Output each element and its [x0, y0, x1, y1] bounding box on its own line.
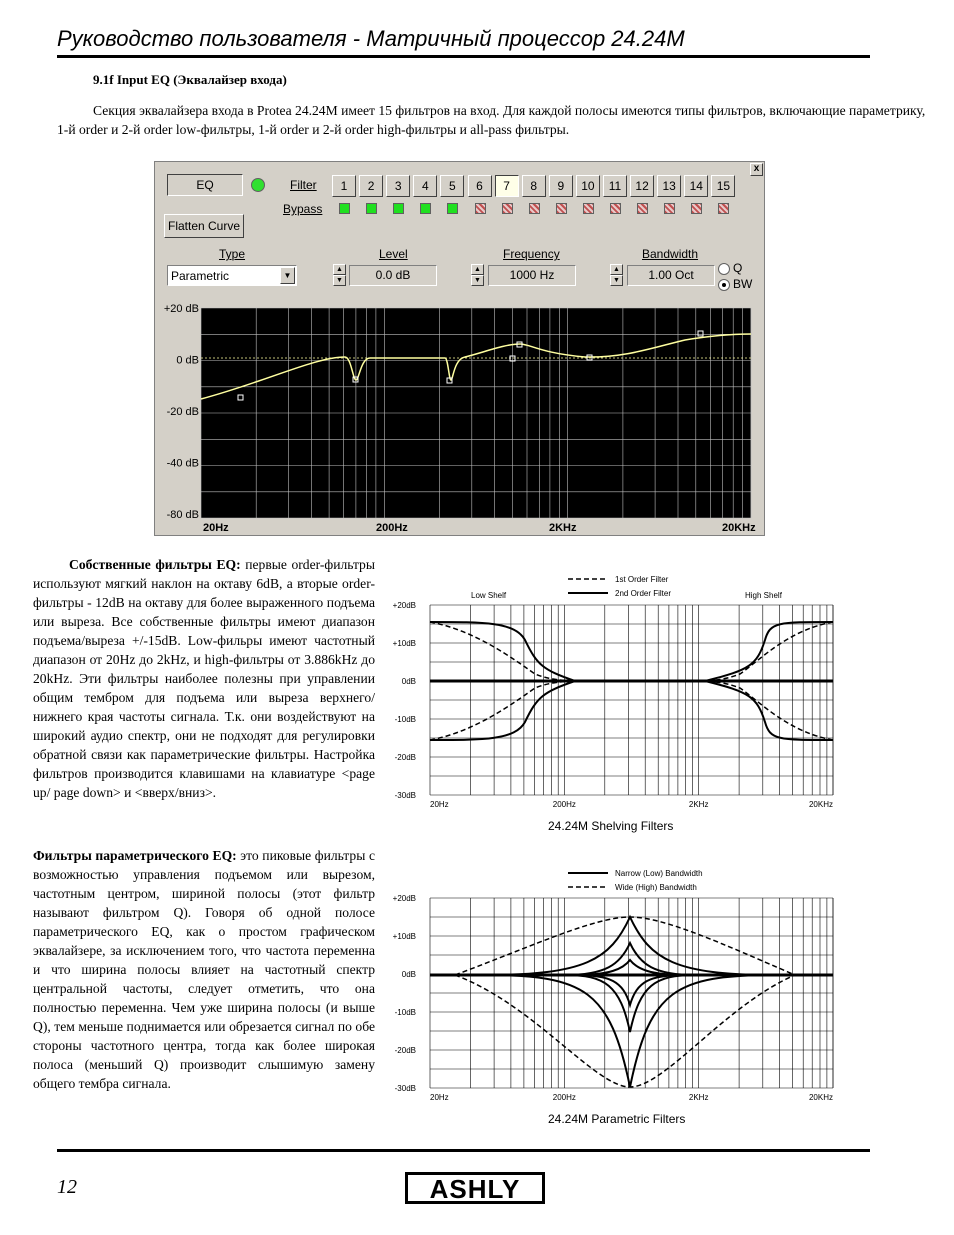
y-tick: 0dB: [401, 970, 416, 979]
filter-button-15[interactable]: 15: [711, 175, 735, 197]
flatten-curve-button[interactable]: Flatten Curve: [164, 214, 244, 238]
eq-x-tick: 2KHz: [549, 522, 577, 534]
own-filters-title: Собственные фильтры EQ:: [69, 557, 241, 572]
bandwidth-spinner[interactable]: [610, 264, 623, 288]
y-tick: -30dB: [394, 1084, 416, 1093]
filter-button-6[interactable]: 6: [468, 175, 492, 197]
high-shelf-label: High Shelf: [745, 591, 782, 600]
bypass-led-6[interactable]: [475, 203, 486, 214]
bypass-led-15[interactable]: [718, 203, 729, 214]
low-shelf-label: Low Shelf: [471, 591, 507, 600]
eq-x-tick: 200Hz: [376, 522, 408, 534]
type-value: Parametric: [171, 269, 230, 283]
filter-button-12[interactable]: 12: [630, 175, 654, 197]
x-tick: 20KHz: [808, 800, 833, 809]
frequency-label: Frequency: [503, 247, 560, 261]
type-label: Type: [219, 247, 246, 261]
parametric-body: это пиковые фильтры с возможностью управления подъемом или вырезом, частотным центром, шириной полосы (этот фильтр называют фильтром Q). Говоря об одной полосе параметрического EQ, как о простом графическом эквалайзере, за исключением того, что частота переменна и что ширина полосы влияет на частотный спектр центральной частоты, следует отметить, что она полностью переменна. Чем уже ширина полосы (и выше Q), тем меньше поднимается или обрезается сигнал по обе стороны частотного центра, тогда как более широкая полоса (меньший Q) производит слышимую замену общего тембра сигнала.: [33, 848, 375, 1091]
bypass-led-10[interactable]: [583, 203, 594, 214]
filter-button-1[interactable]: 1: [332, 175, 356, 197]
frequency-spinner[interactable]: [471, 264, 484, 288]
x-tick: 20KHz: [808, 1093, 833, 1102]
level-spinner[interactable]: [333, 264, 346, 288]
filter-button-4[interactable]: 4: [413, 175, 437, 197]
x-tick: 2KHz: [688, 1093, 709, 1102]
type-select[interactable]: [167, 265, 297, 286]
bypass-led-11[interactable]: [610, 203, 621, 214]
bandwidth-down-icon[interactable]: ▼: [610, 275, 623, 286]
level-up-icon[interactable]: ▲: [333, 264, 346, 275]
eq-y-tick: +20 dB: [163, 303, 199, 315]
own-filters-paragraph: [33, 555, 375, 802]
filter-button-3[interactable]: 3: [386, 175, 410, 197]
parametric-legend-wide: Wide (High) Bandwidth: [615, 883, 697, 892]
eq-y-tick: 0 dB: [176, 354, 199, 367]
eq-x-tick: 20KHz: [722, 522, 756, 534]
parametric-paragraph: [33, 846, 375, 1093]
eq-x-tick: 20Hz: [203, 522, 229, 534]
footer-rule: [57, 1149, 870, 1152]
bw-radio-label: BW: [733, 277, 753, 291]
page-header: Руководство пользователя - Матричный процессор 24.24M: [57, 26, 685, 51]
level-down-icon[interactable]: ▼: [333, 275, 346, 286]
y-tick: -10dB: [394, 1008, 416, 1017]
shelving-legend-2nd: 2nd Order Filter: [615, 589, 672, 598]
frequency-input[interactable]: 1000 Hz: [488, 265, 576, 286]
eq-status-led: [251, 178, 265, 192]
frequency-down-icon[interactable]: ▼: [471, 275, 484, 286]
parametric-legend-narrow: Narrow (Low) Bandwidth: [615, 869, 703, 878]
type-dropdown-icon[interactable]: ▼: [280, 267, 295, 284]
filter-button-9[interactable]: 9: [549, 175, 573, 197]
y-tick: +20dB: [392, 894, 416, 903]
x-tick: 200Hz: [552, 1093, 576, 1102]
y-tick: 0dB: [401, 677, 416, 686]
filter-button-5[interactable]: 5: [440, 175, 464, 197]
filter-button-7[interactable]: 7: [495, 175, 519, 197]
shelving-title: 24.24M Shelving Filters: [548, 819, 674, 833]
x-tick: 200Hz: [552, 800, 576, 809]
close-button[interactable]: x: [750, 163, 763, 176]
level-label: Level: [379, 247, 408, 261]
page-number: 12: [57, 1176, 77, 1198]
own-filters-body: первые order-фильтры используют мягкий наклон на октаву 6dB, а вторые order-фильтры - 12dB на октаву для более выраженного подъема или выреза. Все собственные фильтры имеют диапазон подъема/выреза +/-15dB. Low-фильры имеют частотный диапазон от 20Hz до 2kHz, и high-фильтры от 3.886kHz до 20kHz. Эти фильтры наиболее полезны при управлении общим тембром для подъема или выреза верхнего/нижнего края частоты сигнала. Т.к. они воздействуют на широкий аудио спектр, они не подходят для регулировки обратной связи как параметрические фильтры. Настройка фильтров производится клавишами на клавиатуре <page up/ page down> и <вверх/вниз>.: [33, 557, 375, 800]
bw-radio[interactable]: [718, 279, 730, 291]
bypass-led-9[interactable]: [556, 203, 567, 214]
eq-y-tick: -80 dB: [166, 509, 199, 521]
y-tick: +10dB: [392, 932, 416, 941]
intro-paragraph: Секция эквалайзера входа в Protea 24.24M имеет 15 фильтров на вход. Для каждой полосы имеются типы фильтров, включающие параметрику, 1-й order и 2-й order low-фильтры, 1-й order и 2-й order high-фильтры и all-pass фильтры.: [57, 103, 926, 137]
bandwidth-label: Bandwidth: [642, 247, 699, 261]
shelving-legend-1st: 1st Order Filter: [615, 575, 669, 584]
bypass-led-13[interactable]: [664, 203, 675, 214]
eq-toggle-button[interactable]: EQ: [167, 174, 243, 196]
bypass-led-5[interactable]: [447, 203, 458, 214]
q-radio-label: Q: [733, 261, 743, 275]
filter-button-11[interactable]: 11: [603, 175, 627, 197]
bypass-led-1[interactable]: [339, 203, 350, 214]
filter-button-14[interactable]: 14: [684, 175, 708, 197]
frequency-up-icon[interactable]: ▲: [471, 264, 484, 275]
bypass-led-14[interactable]: [691, 203, 702, 214]
x-tick: 20Hz: [430, 1093, 449, 1102]
filter-button-13[interactable]: 13: [657, 175, 681, 197]
y-tick: -30dB: [394, 791, 416, 800]
parametric-title: 24.24M Parametric Filters: [548, 1112, 686, 1126]
bypass-led-12[interactable]: [637, 203, 648, 214]
bypass-label: Bypass: [283, 202, 323, 216]
bandwidth-up-icon[interactable]: ▲: [610, 264, 623, 275]
bypass-led-3[interactable]: [393, 203, 404, 214]
filter-button-10[interactable]: 10: [576, 175, 600, 197]
bypass-led-8[interactable]: [529, 203, 540, 214]
bypass-led-4[interactable]: [420, 203, 431, 214]
section-title: 9.1f Input EQ (Эквалайзер входа): [93, 72, 287, 87]
q-radio[interactable]: [718, 263, 730, 275]
eq-y-tick: -20 dB: [166, 406, 199, 418]
y-tick: +20dB: [392, 601, 416, 610]
shelving-filters-chart: [385, 570, 845, 840]
bypass-led-7[interactable]: [502, 203, 513, 214]
bandwidth-input[interactable]: 1.00 Oct: [627, 265, 715, 286]
eq-window: [154, 161, 765, 536]
eq-response-graph[interactable]: [155, 302, 764, 535]
y-tick: +10dB: [392, 639, 416, 648]
ashly-logo: ASHLY: [405, 1172, 545, 1204]
y-tick: -20dB: [394, 1046, 416, 1055]
parametric-filters-chart: [385, 865, 845, 1133]
parametric-title: Фильтры параметрического EQ:: [33, 848, 237, 863]
filter-button-2[interactable]: 2: [359, 175, 383, 197]
level-input[interactable]: 0.0 dB: [349, 265, 437, 286]
y-tick: -20dB: [394, 753, 416, 762]
x-tick: 20Hz: [430, 800, 449, 809]
bypass-led-2[interactable]: [366, 203, 377, 214]
filter-button-8[interactable]: 8: [522, 175, 546, 197]
header-rule: [57, 55, 870, 58]
eq-y-tick: -40 dB: [166, 457, 199, 470]
x-tick: 2KHz: [688, 800, 709, 809]
y-tick: -10dB: [394, 715, 416, 724]
filter-label: Filter: [290, 178, 317, 192]
